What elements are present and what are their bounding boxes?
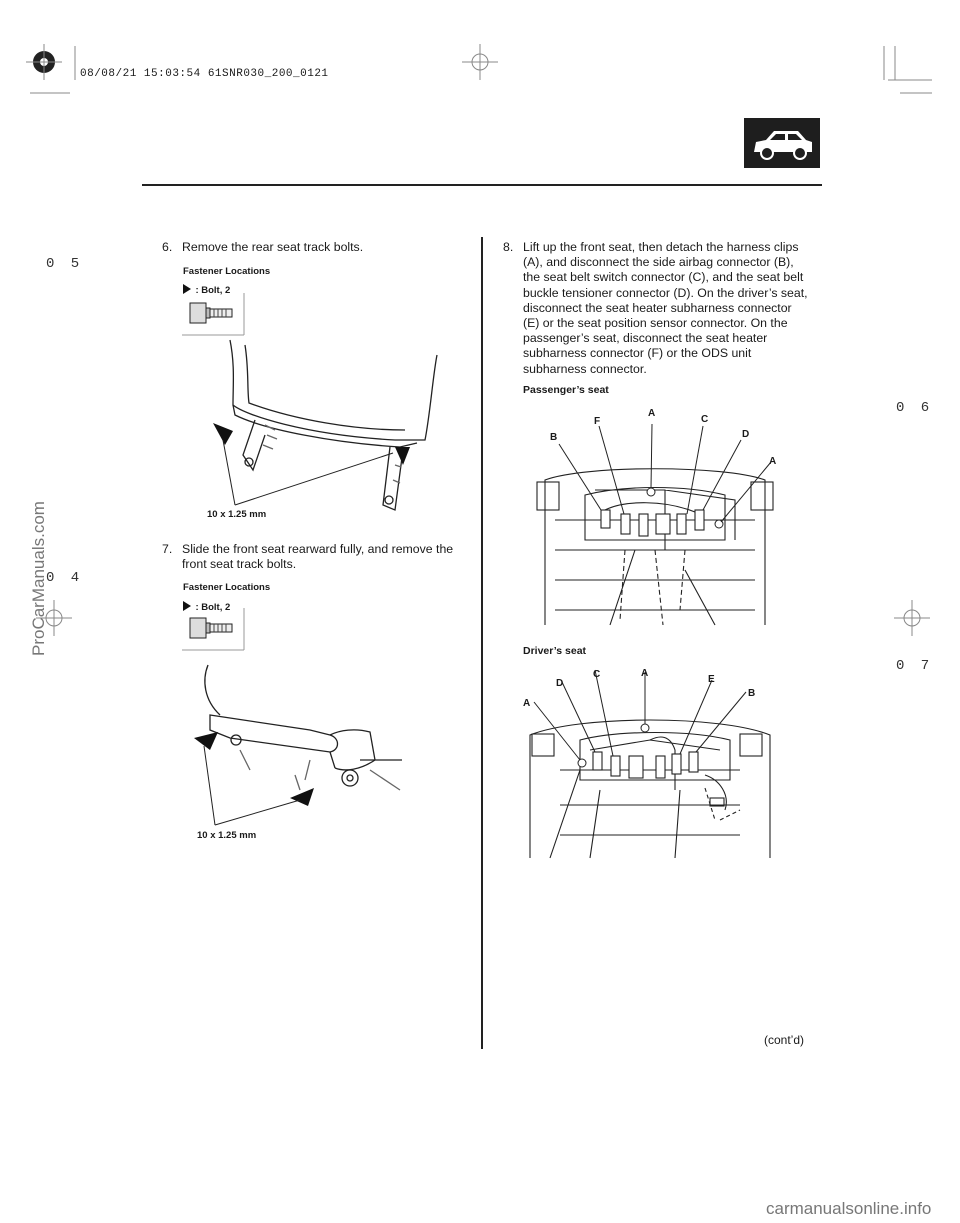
label-C: C: [593, 669, 601, 680]
bolt-icon: [182, 293, 252, 338]
header-rule: [142, 184, 822, 186]
label-A: A: [641, 668, 649, 679]
bolt-size-label: 10 x 1.25 mm: [207, 509, 267, 520]
front-seat-track-illustration: [190, 660, 410, 820]
step-8: 8. Lift up the front seat, then detach the harness clips (A), and disconnect the side airbag connector (B), the seat belt switch connector (C), and the seat belt buckle tensioner connector (D). On the driver’s seat, disconnect the seat heater subharness connector (E) or the seat position sensor connector. On the passenger’s seat, disconnect the seat heater subharness connector (F) or the ODS unit subharness connector.: [503, 240, 808, 376]
label-B: B: [748, 688, 756, 699]
margin-number: 0 6: [896, 400, 934, 416]
passenger-seat-heading: Passenger’s seat: [523, 384, 609, 396]
label-D: D: [742, 429, 750, 440]
margin-number: 0 7: [896, 658, 934, 674]
driver-seat-diagram: [520, 710, 780, 860]
label-C: C: [701, 414, 709, 425]
column-divider: [481, 237, 483, 1049]
fastener-locations-title: Fastener Locations: [183, 266, 271, 277]
fastener-locations-title: Fastener Locations: [183, 582, 271, 593]
bolt-icon: [182, 608, 252, 653]
bolt-size-label: 10 x 1.25 mm: [197, 830, 257, 841]
bolt-legend: : Bolt, 2: [183, 597, 230, 615]
step-6: 6. Remove the rear seat track bolts.: [162, 240, 364, 254]
print-timestamp: 08/08/21 15:03:54 61SNR030_200_0121: [80, 68, 329, 80]
car-icon: [744, 118, 820, 168]
label-A: A: [648, 408, 656, 419]
margin-number: 0 5: [46, 256, 84, 272]
rear-seat-track-illustration: [205, 335, 445, 525]
label-D: D: [556, 678, 564, 689]
margin-number: 0 4: [46, 570, 84, 586]
label-A: A: [769, 456, 777, 467]
label-E: E: [708, 674, 715, 685]
side-watermark: ProCarManuals.com: [29, 501, 48, 656]
bottom-watermark: carmanualsonline.info: [766, 1199, 932, 1218]
bolt-legend: : Bolt, 2: [183, 280, 230, 298]
passenger-seat-diagram: [525, 450, 785, 630]
label-A: A: [523, 698, 531, 709]
step-7: 7. Slide the front seat rearward fully, and remove the front seat track bolts.: [162, 542, 454, 572]
continued-label: (cont’d): [764, 1033, 805, 1047]
driver-seat-heading: Driver’s seat: [523, 645, 587, 657]
label-B: B: [550, 432, 558, 443]
label-F: F: [594, 416, 601, 427]
